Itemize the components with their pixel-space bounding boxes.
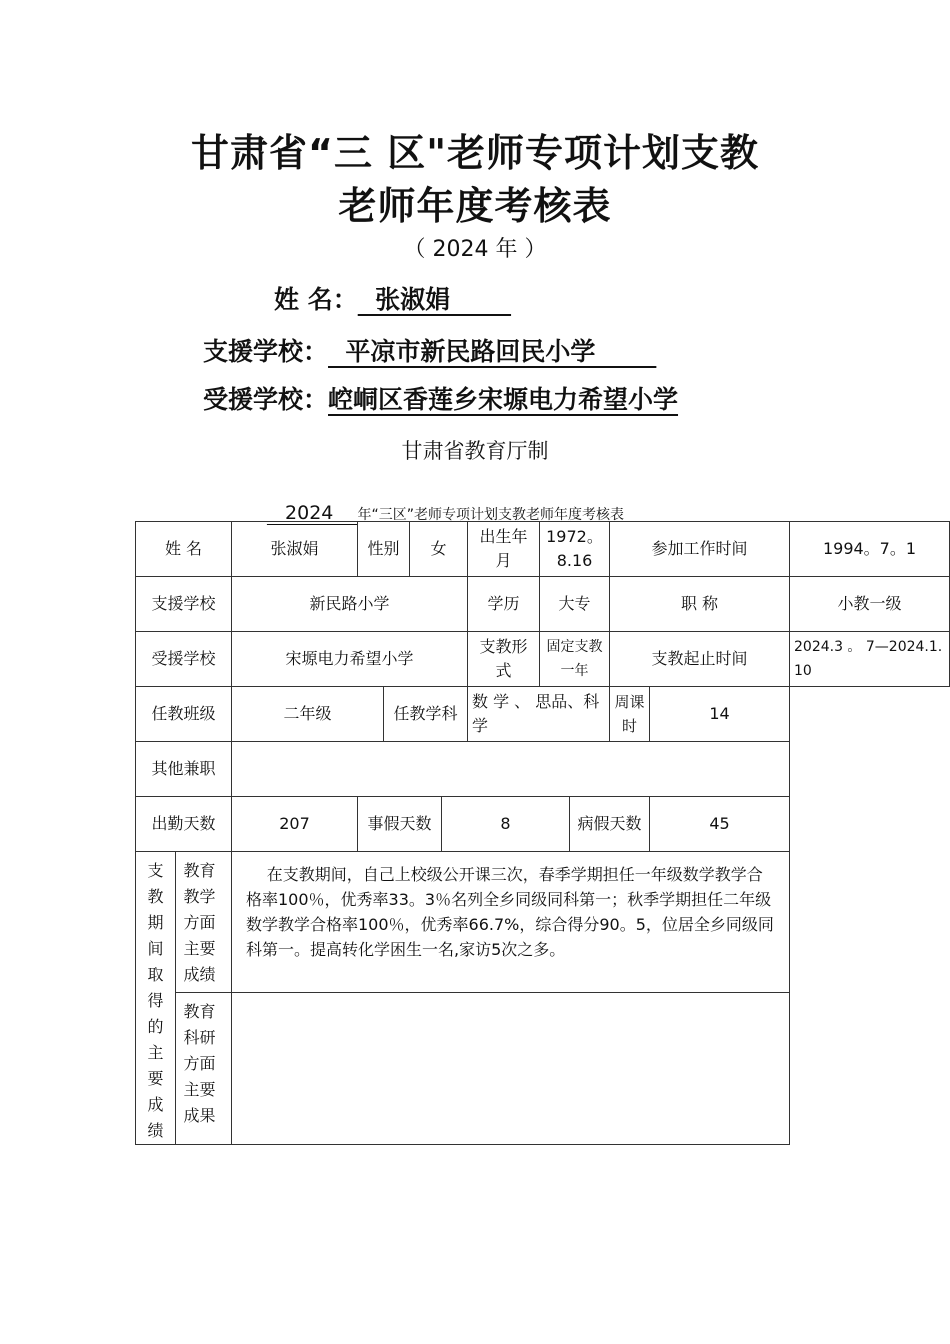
table-row [136,742,950,797]
cover-support-school-value: 平凉市新民路回民小学 [328,337,657,366]
cover-support-school-row [203,332,656,368]
cover-aided-school-row [203,380,678,416]
teaching-achievements-text: 在支教期间，自己上校级公开课三次，春季学期担任一年级数学教学合格率100％，优秀率33。3％名列全乡同级同科第一；秋季学期担任二年级数学教学合格率100％，优秀率66.7%，综合得分90。5，位居全乡同级同科第一。提高转化学困生一名,家访5次之多。 [246,865,774,959]
cover-support-school-label: 支援学校： [203,337,329,366]
form-caption [258,486,624,524]
cover-year-note: （ 2024 年 ） [403,237,547,262]
personal-leave-label: 事假天数 [358,797,442,852]
work-start-value: 1994。7。1 [790,522,950,577]
other-duties-value [232,742,790,797]
aided-school-label: 受援学校 [136,632,232,687]
birth-label: 出生年月 [468,522,540,577]
achievements-label [136,852,176,1145]
cover-aided-school-value: 崆峒区香莲乡宋塬电力希望小学 [328,385,679,414]
name-value: 张淑娟 [232,522,358,577]
attendance-value: 207 [232,797,358,852]
cover-title-line2: 老师年度考核表 [338,184,612,228]
period-value: 2024.3 。 7—2024.1.10 [790,632,950,687]
sick-leave-label: 病假天数 [570,797,650,852]
cover-name-label: 姓 名： [274,285,358,314]
table-row [136,522,950,577]
title-label: 职 称 [610,577,790,632]
name-label: 姓 名 [136,522,232,577]
work-start-label: 参加工作时间 [610,522,790,577]
caption-text: 年“三区”老师专项计划支教老师年度考核表 [357,507,625,523]
class-value: 二年级 [232,687,384,742]
support-form-label: 支教形式 [468,632,540,687]
table-row [136,632,950,687]
education-value: 大专 [540,577,610,632]
gender-label: 性别 [358,522,410,577]
teaching-label-text: 教育教学方面主要成绩 [183,861,216,984]
support-school-value: 新民路小学 [232,577,468,632]
weekly-hours-label: 周课时 [610,687,650,742]
caption-year: 2024 [266,502,358,524]
other-duties-label: 其他兼职 [136,742,232,797]
table-row [136,687,950,742]
weekly-hours-value: 14 [650,687,790,742]
table-row [136,992,950,1144]
education-label: 学历 [468,577,540,632]
birth-value: 1972。8.16 [540,522,610,577]
subject-value: 数 学 、 思品、科学 [468,687,610,742]
table-row [136,852,950,993]
teaching-label [176,852,232,993]
cover-title-line1: 甘肃省“三 区"老师专项计划支教 [190,131,759,175]
research-label [176,992,232,1144]
personal-leave-value: 8 [442,797,570,852]
class-label: 任教班级 [136,687,232,742]
assessment-table [135,521,950,1145]
cover-name-value: 张淑娟 [357,285,512,314]
table-row [136,797,950,852]
support-form-value: 固定支教一年 [540,632,610,687]
subject-label: 任教学科 [384,687,468,742]
sick-leave-value: 45 [650,797,790,852]
period-label: 支教起止时间 [610,632,790,687]
title-value: 小教一级 [790,577,950,632]
aided-school-value: 宋塬电力希望小学 [232,632,468,687]
teaching-achievements [232,852,790,993]
attendance-label: 出勤天数 [136,797,232,852]
table-row [136,577,950,632]
support-school-label: 支援学校 [136,577,232,632]
research-label-text: 教育科研方面主要成果 [183,1001,216,1125]
gender-value: 女 [410,522,468,577]
cover-name-row [274,280,511,316]
cover-aided-school-label: 受援学校： [203,385,329,414]
issuer-label: 甘肃省教育厅制 [401,439,549,463]
research-achievements [232,992,790,1144]
achievements-label-text: 支教期间取得的主要成绩 [147,861,164,1140]
